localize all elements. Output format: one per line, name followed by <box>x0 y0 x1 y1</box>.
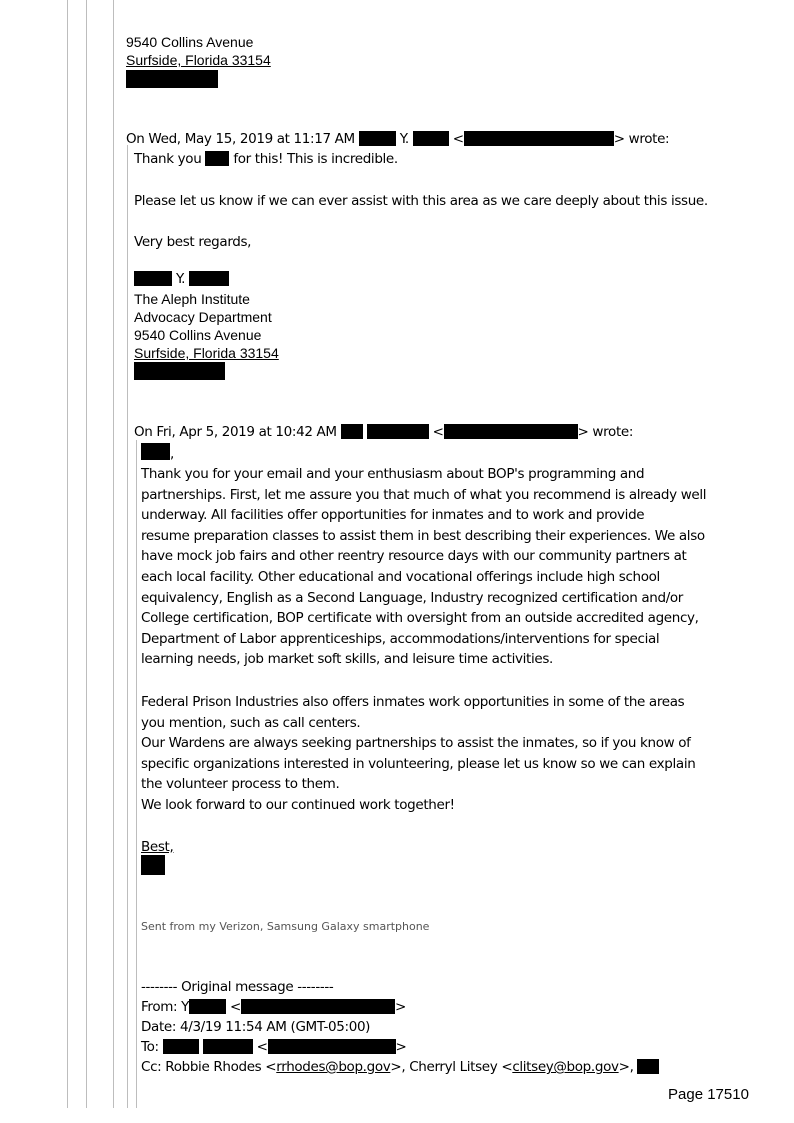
address-line-2: Surfside, Florida 33154 <box>134 345 279 361</box>
body-line: underway. All facilities offer opportunities for inmates and to work and provide <box>141 507 645 524</box>
redaction <box>126 70 218 88</box>
quote-bar <box>136 440 137 1108</box>
from-line: From: Y < > <box>141 999 406 1015</box>
body-line: We look forward to our continued work together! <box>141 796 455 813</box>
redaction <box>189 999 226 1014</box>
comma: , <box>170 446 174 462</box>
redaction <box>444 424 578 439</box>
name-initial: Y. <box>399 131 409 147</box>
thanks-text: Thank you <box>134 151 202 167</box>
redaction <box>268 1039 396 1054</box>
address-line-1: 9540 Collins Avenue <box>126 34 254 50</box>
redaction <box>413 131 449 146</box>
body-line: have mock job fairs and other reentry resource days with our community partners at <box>141 548 687 565</box>
body-line: specific organizations interested in volunteering, please let us know so we can explain <box>141 755 696 772</box>
reply-header-1: On Wed, May 15, 2019 at 11:17 AM Y. < > wrote: <box>126 131 670 147</box>
to-line: To: < > <box>141 1039 407 1055</box>
reply-date: On Wed, May 15, 2019 at 11:17 AM <box>126 131 355 147</box>
redaction <box>464 131 614 146</box>
body-paragraph-2 <box>141 692 711 816</box>
email-link[interactable]: rrhodes@bop.gov <box>276 1059 391 1075</box>
redaction <box>341 424 363 439</box>
reply-date: On Fri, Apr 5, 2019 at 10:42 AM <box>134 424 337 440</box>
cc-mid: >, Cherryl Litsey < <box>390 1059 513 1075</box>
redaction <box>241 999 395 1014</box>
date-line: Date: 4/3/19 11:54 AM (GMT-05:00) <box>141 1019 371 1035</box>
cc-end: >, <box>618 1059 634 1075</box>
page-number: Page 17510 <box>668 1086 749 1103</box>
signature-name <box>134 271 229 288</box>
body-line: the volunteer process to them. <box>141 776 340 793</box>
address-line-2: Surfside, Florida 33154 <box>126 52 271 68</box>
body-line: resume preparation classes to assist them in best describing their experiences. We also <box>141 527 705 544</box>
from-label: From: Y <box>141 999 190 1015</box>
redaction <box>637 1059 659 1074</box>
quote-bar <box>127 145 128 1108</box>
original-divider: -------- Original message -------- <box>141 979 334 995</box>
redaction <box>367 424 429 439</box>
redaction <box>141 443 170 460</box>
body-line: partnerships. First, let me assure you that much of what you recommend is already well <box>141 486 707 503</box>
redaction <box>134 271 172 286</box>
redaction <box>141 855 165 875</box>
redaction <box>359 131 396 146</box>
quote-bar <box>86 0 87 1108</box>
department: Advocacy Department <box>134 309 272 325</box>
body-line: learning needs, job market soft skills, and leisure time activities. <box>141 651 553 668</box>
cc-line <box>141 1059 659 1076</box>
body-line: you mention, such as call centers. <box>141 714 361 731</box>
body-line: equivalency, English as a Second Language, Industry recognized certification and/or <box>141 589 683 606</box>
body-line: each local facility. Other educational and vocational offerings include high school <box>141 568 660 585</box>
org-name: The Aleph Institute <box>134 291 250 307</box>
redaction <box>203 1039 253 1054</box>
quote-bar <box>67 0 68 1108</box>
address-line-1: 9540 Collins Avenue <box>134 327 262 343</box>
body-line: Our Wardens are always seeking partnerships to assist the inmates, so if you know of <box>141 735 691 752</box>
redaction <box>205 151 229 166</box>
thanks-text-2: for this! This is incredible. <box>233 151 398 167</box>
wrote-label: > wrote: <box>577 424 634 440</box>
body-paragraph-1 <box>141 464 711 670</box>
assist-line: Please let us know if we can ever assist with this area as we care deeply about this issue. <box>134 193 708 209</box>
sent-from: Sent from my Verizon, Samsung Galaxy smartphone <box>141 920 430 933</box>
sig-initial: Y. <box>175 271 186 287</box>
body-line: Thank you for your email and your enthusiasm about BOP's programming and <box>141 466 645 482</box>
body-line: Federal Prison Industries also offers inmates work opportunities in some of the areas <box>141 694 685 710</box>
thanks-line <box>134 151 398 168</box>
redaction <box>163 1039 199 1054</box>
body-line: Department of Labor apprenticeships, accommodations/interventions for special <box>141 630 660 647</box>
cc-label: Cc: Robbie Rhodes < <box>141 1059 277 1075</box>
email-link[interactable]: clitsey@bop.gov <box>512 1059 619 1075</box>
regards-line: Very best regards, <box>134 234 252 250</box>
reply-header-2: On Fri, Apr 5, 2019 at 10:42 AM < > wrote: <box>134 424 634 440</box>
quote-bar <box>113 0 114 1108</box>
redaction <box>134 362 225 380</box>
body-line: College certification, BOP certificate with oversight from an outside accredited agency, <box>141 610 699 627</box>
to-label: To: <box>141 1039 159 1055</box>
redaction <box>189 271 229 286</box>
wrote-label: > wrote: <box>613 131 670 147</box>
closing: Best, <box>141 839 174 855</box>
